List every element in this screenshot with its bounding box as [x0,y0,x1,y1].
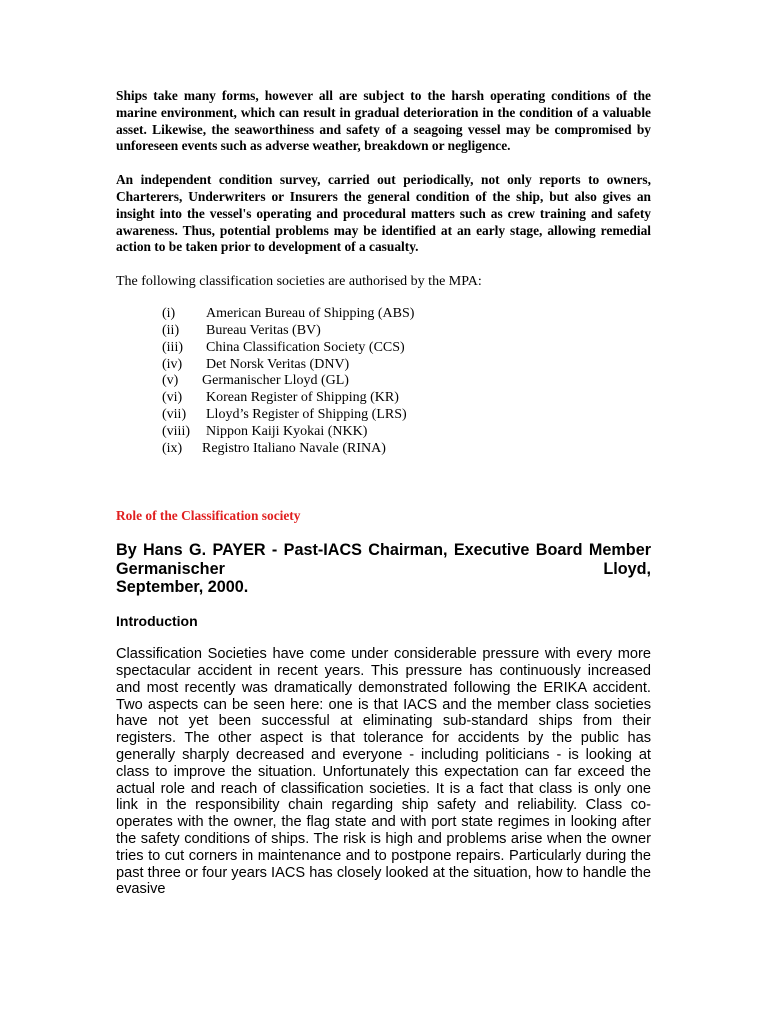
list-item-name: Korean Register of Shipping (KR) [206,390,399,406]
byline-author: By Hans G. PAYER - Past-IACS Chairman, Executive Board Member Germanischer Lloyd, [116,541,651,578]
document-page [116,88,651,898]
list-item-number: (viii) [162,423,190,439]
list-item-number: (v) [162,373,179,389]
list-item-number: (ii) [162,322,180,338]
list-item-name: Germanischer Lloyd (GL) [202,373,349,389]
list-item-name: Lloyd’s Register of Shipping (LRS) [206,406,407,422]
introduction-heading: Introduction [116,613,198,630]
list-item-number: (ix) [162,440,183,456]
list-item [162,424,651,441]
societies-intro: The following classification societies are authorised by the MPA: [116,274,482,290]
classification-societies-list [116,306,651,457]
introduction-body: Classification Societies have come under considerable pressure with every more spectacular accident in recent years. This pressure has continuously increased and most recently was dramatically demonstrated following the ERIKA accident. Two aspects can be seen here: one is that IACS and the member class societies have not yet been successful at eliminating sub-standard ships from their registers. The other aspect is that tolerance for accidents by the public has generally sharply decreased and everyone - including politicians - is looking at class to improve the situation. Unfortunately this expectation can far exceed the actual role and reach of classification societies. It is a fact that class is only one link in the responsibility chain regarding ship safety and reliability. Class co-operates with the owner, the flag state and with port state regimes in looking after the safety conditions of ships. The risk is high and problems arise when the owner tries to cut corners in maintenance and to postpone repairs. Particularly during the past three or four years IACS has closely looked at the situation, how to handle the evasive [116,646,651,898]
list-item-name: Nippon Kaiji Kyokai (NKK) [206,423,368,439]
list-item-name: Det Norsk Veritas (DNV) [206,356,350,372]
list-item-number: (vi) [162,390,183,406]
list-item [162,407,651,424]
list-item-number: (iii) [162,339,183,355]
list-item-name: Bureau Veritas (BV) [206,322,321,338]
list-item [162,306,651,323]
paragraph-ship-forms: Ships take many forms, however all are subject to the harsh operating conditions of the marine environment, which can result in gradual deterioration in the condition of a valuable asset. Likewise, the seaworthiness and safety of a seagoing vessel may be compromised by unforeseen events such as adverse weather, breakdown or negligence. [116,88,651,154]
list-item [162,441,651,458]
list-item-name: China Classification Society (CCS) [206,339,405,355]
list-item-name: Registro Italiano Navale (RINA) [202,440,386,456]
list-item [162,323,651,340]
list-item-number: (vii) [162,406,187,422]
list-item [162,390,651,407]
byline-date: September, 2000. [116,577,249,596]
list-item-number: (iv) [162,356,183,372]
list-item-number: (i) [162,306,176,322]
list-item-name: American Bureau of Shipping (ABS) [206,306,415,322]
list-item [162,357,651,374]
list-item [162,373,651,390]
list-item [162,340,651,357]
paragraph-condition-survey: An independent condition survey, carried out periodically, not only reports to owners, Charterers, Underwriters or Insurers the general condition of the ship, but also gives an insight into the vessel's operating and procedural matters such as crew training and safety awareness. Thus, potential problems may be identified at an early stage, allowing remedial action to be taken prior to development of a casualty. [116,172,651,255]
section-title: Role of the Classification society [116,508,301,524]
